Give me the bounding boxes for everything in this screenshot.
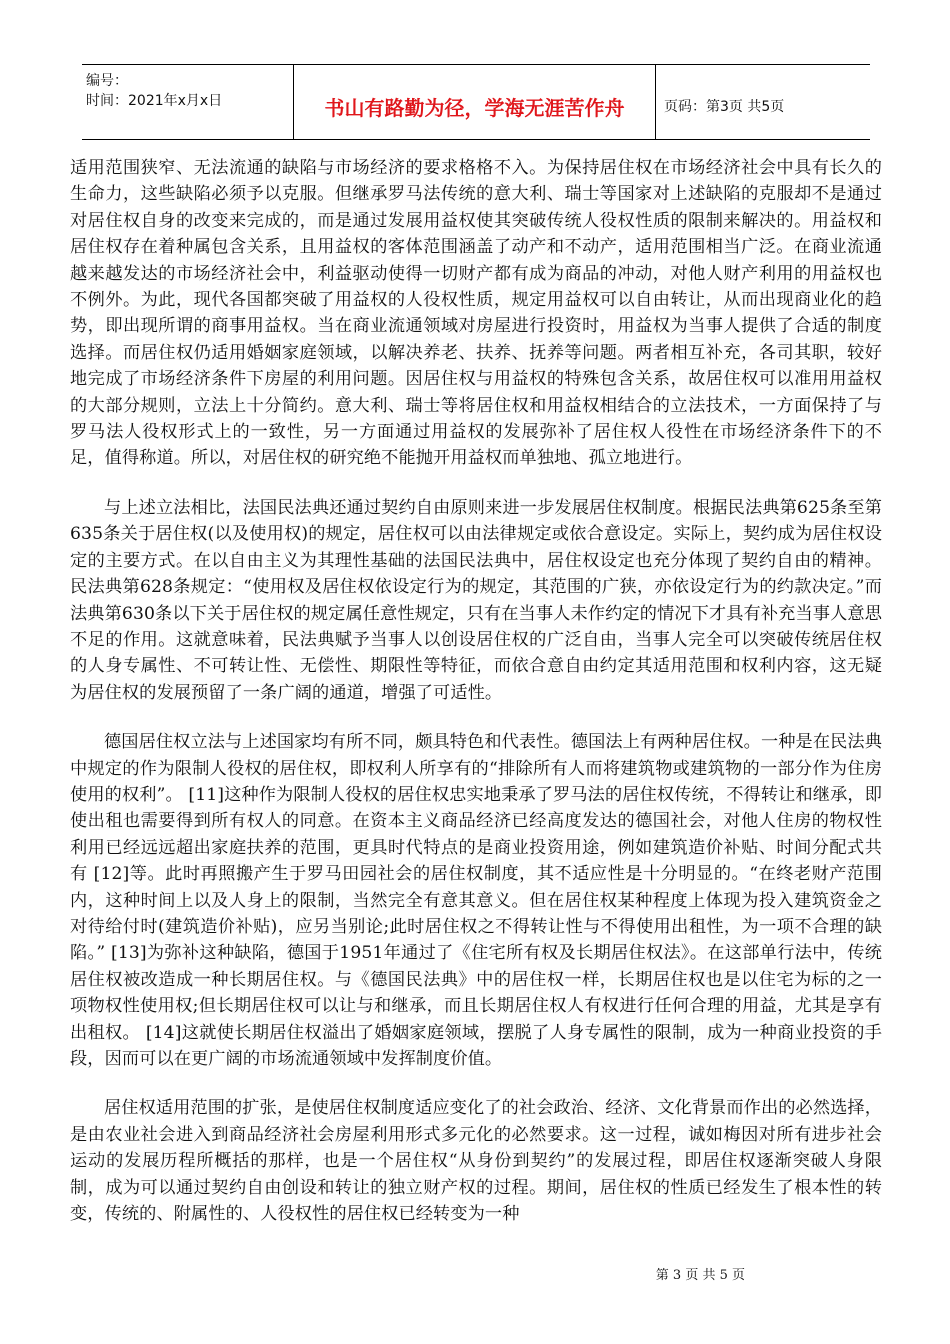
document-number-label: 编号： bbox=[86, 73, 128, 89]
header-motto: 书山有路勤为径，学海无涯苦作舟 bbox=[294, 65, 656, 139]
document-date-label: 时间：2021年x月x日 bbox=[86, 93, 223, 109]
paragraph: 德国居住权立法与上述国家均有所不同，颇具特色和代表性。德国法上有两种居住权。一种是在民法典中规定的作为限制人役权的居住权，即权利人所享有的“排除所有人而将建筑物或建筑物的一部分作为住房使用的权利”。 [11]这种作为限制人役权的居住权忠实地秉承了罗马法的居住权传统，不得转让和继承，即使出租也需要得到所有权人的同意。在资本主义商品经济已经高度发达的德国社会，对他人住房的物权性利用已经远远超出家庭扶养的范围，更具时代特点的是商业投资用途，例如建筑造价补贴、时间分配式共有 [12]等。此时再照搬产生于罗马田园社会的居住权制度，其不适应性是十分明显的。“在终老财产范围内，这种时间上以及人身上的限制，当然完全有意其意义。但在居住权某种程度上体现为投入建筑资金之对待给付时(建筑造价补贴)，应另当别论;此时居住权之不得转让性与不得使用出租性，为一项不合理的缺陷。” [13]为弥补这种缺陷，德国于1951年通过了《住宅所有权及长期居住权法》。在这部单行法中，传统居住权被改造成一种长期居住权。与《德国民法典》中的居住权一样，长期居住权也是以住宅为标的之一项物权性使用权;但长期居住权可以让与和继承，而且长期居住权人有权进行任何合理的用益，尤其是享有出租权。 [14]这就使长期居住权溢出了婚姻家庭领域，摆脱了人身专属性的限制，成为一种商业投资的手段，因而可以在更广阔的市场流通领域中发挥制度价值。 bbox=[70, 732, 882, 1069]
page-header bbox=[82, 64, 870, 140]
page-footer: 第 3 页 共 5 页 bbox=[655, 1268, 745, 1283]
paragraph: 居住权适用范围的扩张，是使居住权制度适应变化了的社会政治、经济、文化背景而作出的必然选择，是由农业社会进入到商品经济社会房屋利用形式多元化的必然要求。这一过程，诚如梅因对所有进步社会运动的发展历程所概括的那样，也是一个居住权“从身份到契约”的发展过程，即居住权逐渐突破人身限制，成为可以通过契约自由创设和转让的独立财产权的过程。期间，居住权的性质已经发生了根本性的转变，传统的、附属性的、人役权性的居住权已经转变为一种 bbox=[70, 1098, 882, 1225]
paragraph: 与上述立法相比，法国民法典还通过契约自由原则来进一步发展居住权制度。根据民法典第625条至第635条关于居住权(以及使用权)的规定，居住权可以由法律规定或依合意设定。实际上，契约成为居住权设定的主要方式。在以自由主义为其理性基础的法国民法典中，居住权设定也充分体现了契约自由的精神。民法典第628条规定：“使用权及居住权依设定行为的规定，其范围的广狭，亦依设定行为的约款决定。”而法典第630条以下关于居住权的规定属任意性规定，只有在当事人未作约定的情况下才具有补充当事人意思不足的作用。这就意味着，民法典赋予当事人以创设居住权的广泛自由，当事人完全可以突破传统居住权的人身专属性、不可转让性、无偿性、期限性等特征，而依合意自由约定其适用范围和权利内容，这无疑为居住权的发展预留了一条广阔的通道，增强了可适性。 bbox=[70, 497, 882, 703]
header-meta bbox=[82, 65, 294, 139]
body-text bbox=[70, 155, 882, 1250]
header-page-number: 页码：第3页 共5页 bbox=[664, 99, 785, 115]
paragraph: 适用范围狭窄、无法流通的缺陷与市场经济的要求格格不入。为保持居住权在市场经济社会中具有长久的生命力，这些缺陷必须予以克服。但继承罗马法传统的意大利、瑞士等国家对上述缺陷的克服却不是通过对居住权自身的改变来完成的，而是通过发展用益权使其突破传统人役权性质的限制来解决的。用益权和居住权存在着种属包含关系，且用益权的客体范围涵盖了动产和不动产，适用范围相当广泛。在商业流通越来越发达的市场经济社会中，利益驱动使得一切财产都有成为商品的冲动，对他人财产利用的用益权也不例外。为此，现代各国都突破了用益权的人役权性质，规定用益权可以自由转让，从而出现商业化的趋势，即出现所谓的商事用益权。当在商业流通领域对房屋进行投资时，用益权为当事人提供了合适的制度选择。而居住权仍适用婚姻家庭领域，以解决养老、扶养、抚养等问题。两者相互补充，各司其职，较好地完成了市场经济条件下房屋的利用问题。因居住权与用益权的特殊包含关系，故居住权可以准用用益权的大部分规则，立法上十分简约。意大利、瑞士等将居住权和用益权相结合的立法技术，一方面保持了与罗马法人役权形式上的一致性，另一方面通过用益权的发展弥补了居住权人役性在市场经济条件下的不足，值得称道。所以，对居住权的研究绝不能抛开用益权而单独地、孤立地进行。 bbox=[70, 158, 882, 469]
